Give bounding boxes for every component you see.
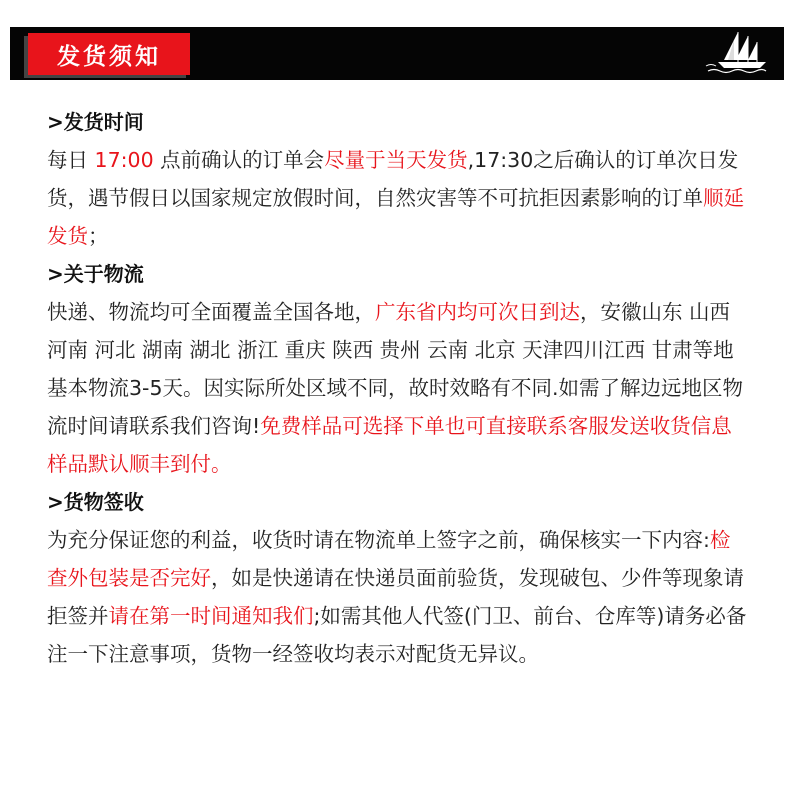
- body-text: ;如需其他人代签(门卫、前台、仓库等)请务必备注一下注意事项，货物一经签收均表示对配货无异议。: [47, 604, 747, 666]
- sailing-ship-icon: [704, 30, 770, 78]
- highlighted-text: 免费样品可选择下单也可直接联系客服发送收货信息样品默认顺丰到付。: [47, 414, 732, 476]
- section-paragraph: [47, 141, 747, 255]
- body-text: ,17:30之后确认的订单次日发货，遇节假日以国家规定放假时间，自然灾害等不可抗拒因素影响的订单: [47, 148, 739, 210]
- highlighted-text: 检查外包装是否完好: [47, 528, 731, 590]
- section-paragraph: [47, 521, 747, 673]
- highlighted-text: 请在第一时间通知我们: [108, 604, 314, 628]
- page-title: 发货须知: [28, 33, 190, 75]
- section-heading: >关于物流: [47, 262, 144, 286]
- highlighted-text: 广东省内均可次日到达: [375, 300, 580, 324]
- highlighted-text: 17:00: [94, 148, 154, 172]
- body-text: 快递、物流均可全面覆盖全国各地，: [47, 300, 375, 324]
- section-paragraph: [47, 293, 747, 483]
- body-text: ，安徽山东 山西 河南 河北 湖南 湖北 浙江 重庆 陕西 贵州 云南 北京 天津四川江西 甘肃等地基本物流3-5天。因实际所处区域不同，故时效略有不同.如需了解边远地区物流时间请联系我们咨询!: [47, 300, 743, 438]
- highlighted-text: 顺延发货: [47, 186, 744, 248]
- section-heading: >货物签收: [47, 490, 144, 514]
- body-text: 每日: [47, 148, 95, 172]
- body-text: 点前确认的订单会: [153, 148, 325, 172]
- body-text: 为充分保证您的利益，收货时请在物流单上签字之前，确保核实一下内容:: [47, 528, 710, 552]
- highlighted-text: 尽量于当天发货: [324, 148, 468, 172]
- body-text: ；: [88, 224, 109, 248]
- section-heading: >发货时间: [47, 110, 144, 134]
- content-body: [47, 103, 747, 673]
- body-text: ，如是快递请在快递员面前验货，发现破包、少件等现象请拒签并: [47, 566, 744, 628]
